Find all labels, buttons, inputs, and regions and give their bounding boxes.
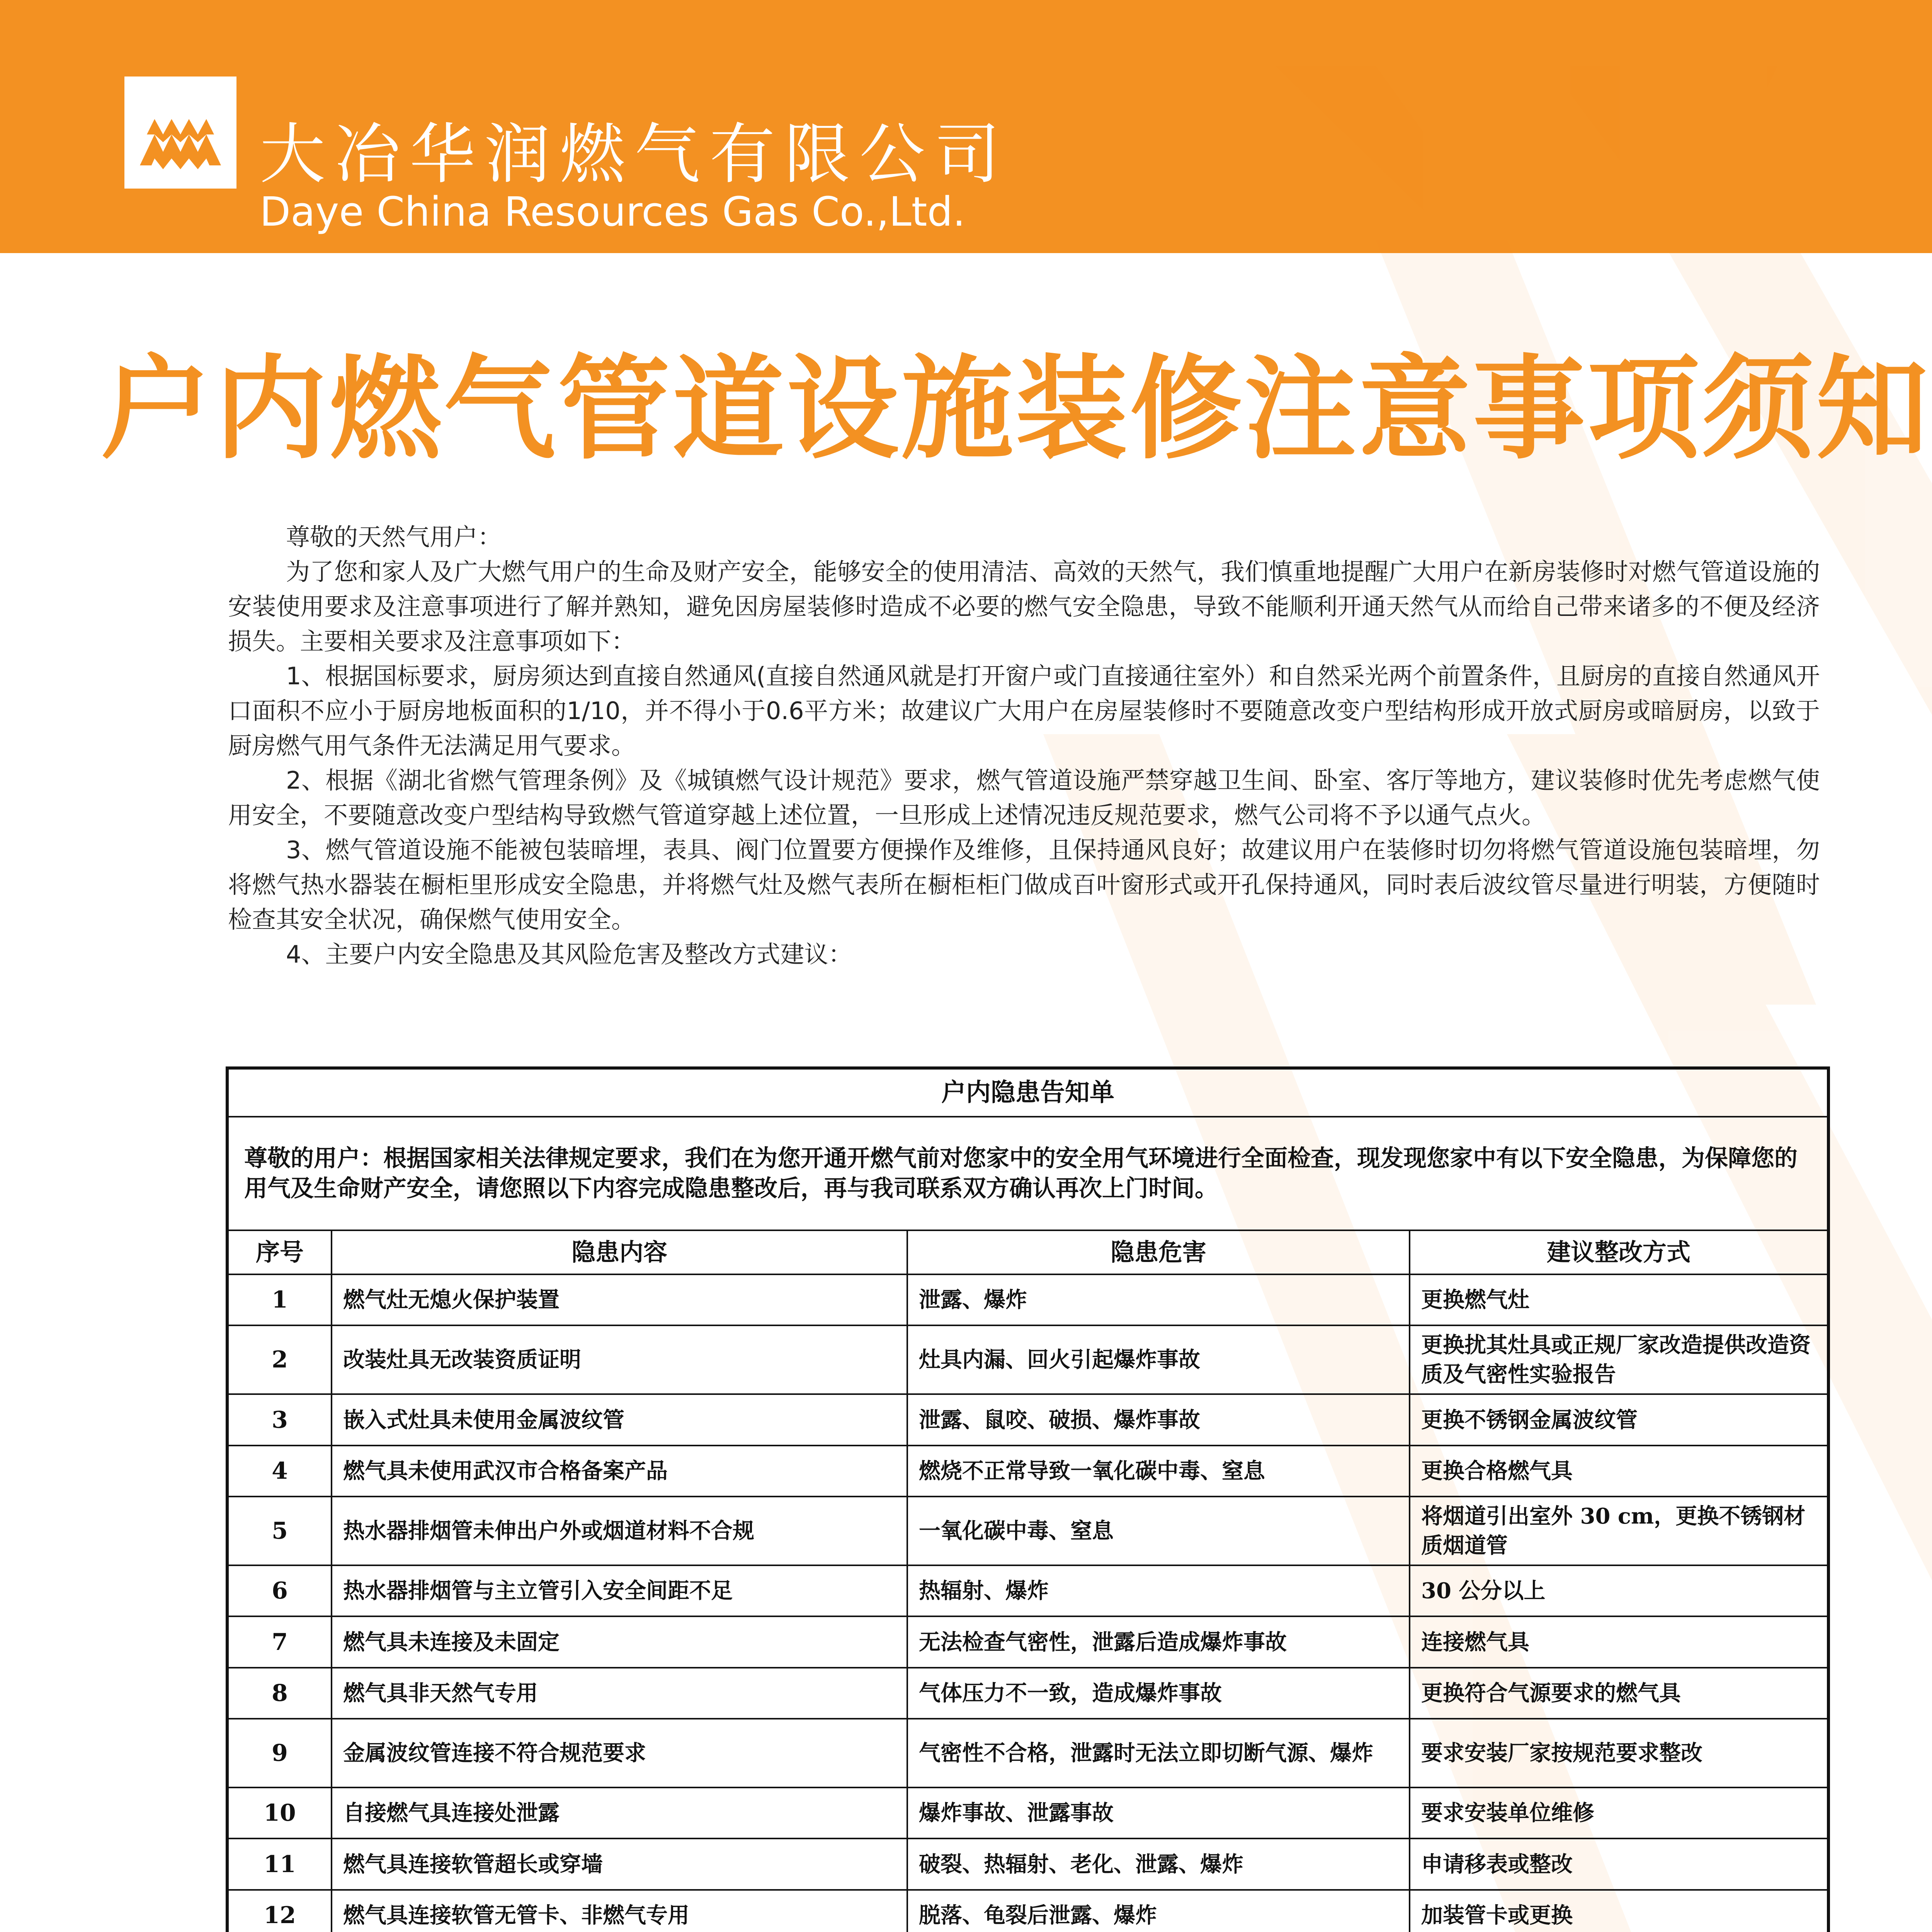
hazard-risk: 气密性不合格，泄露时无法立即切断气源、爆炸 xyxy=(907,1719,1410,1787)
requirement-1: 1、根据国标要求，厨房须达到直接自然通风(直接自然通风就是打开窗户或门直接通往室外）和自然采光两个前置条件，且厨房的直接自然通风开口面积不应小于厨房地板面积的1/10，并不得小于0.6平方米；故建议广大用户在房屋装修时不要随意改变户型结构形成开放式厨房或暗厨房，以致于厨房燃气用气条件无法满足用气要求。 xyxy=(228,662,1820,760)
row-number: 3 xyxy=(227,1394,332,1445)
table-row xyxy=(227,1274,1828,1325)
hazard-fix: 更换合格燃气具 xyxy=(1410,1446,1828,1497)
table-row xyxy=(227,1838,1828,1889)
row-number: 6 xyxy=(227,1565,332,1616)
table-row xyxy=(227,1325,1828,1394)
hazard-content: 燃气灶无熄火保护装置 xyxy=(332,1274,907,1325)
hazard-content: 燃气具未使用武汉市合格备案产品 xyxy=(332,1446,907,1497)
table-row xyxy=(227,1890,1828,1932)
logo-icon xyxy=(124,77,236,189)
company-name-en: Daye China Resources Gas Co.,Ltd. xyxy=(260,188,966,235)
hazard-fix: 连接燃气具 xyxy=(1410,1616,1828,1667)
hazard-content: 热水器排烟管与主立管引入安全间距不足 xyxy=(332,1565,907,1616)
hazard-risk: 燃烧不正常导致一氧化碳中毒、窒息 xyxy=(907,1446,1410,1497)
hazard-risk: 爆炸事故、泄露事故 xyxy=(907,1787,1410,1838)
requirement-4: 4、主要户内安全隐患及其风险危害及整改方式建议： xyxy=(286,940,852,968)
hazard-risk: 泄露、爆炸 xyxy=(907,1274,1410,1325)
hazard-content: 金属波纹管连接不符合规范要求 xyxy=(332,1719,907,1787)
page-title: 户内燃气管道设施装修注意事项须知 xyxy=(100,344,1930,474)
hazard-risk: 泄露、鼠咬、破损、爆炸事故 xyxy=(907,1394,1410,1445)
row-number: 1 xyxy=(227,1274,332,1325)
hazard-risk: 破裂、热辐射、老化、泄露、爆炸 xyxy=(907,1838,1410,1889)
row-number: 5 xyxy=(227,1497,332,1565)
column-header-no: 序号 xyxy=(227,1230,332,1274)
hazard-fix: 加装管卡或更换 xyxy=(1410,1890,1828,1932)
row-number: 12 xyxy=(227,1890,332,1932)
column-header-content: 隐患内容 xyxy=(332,1230,907,1274)
row-number: 2 xyxy=(227,1325,332,1394)
table-row xyxy=(227,1616,1828,1667)
hazard-risk: 脱落、龟裂后泄露、爆炸 xyxy=(907,1890,1410,1932)
hazard-fix: 更换符合气源要求的燃气具 xyxy=(1410,1668,1828,1719)
intro-paragraph: 为了您和家人及广大燃气用户的生命及财产安全，能够安全的使用清洁、高效的天然气，我们慎重地提醒广大用户在新房装修时对燃气管道设施的安装使用要求及注意事项进行了解并熟知，避免因房屋装修时造成不必要的燃气安全隐患，导致不能顺利开通天然气从而给自己带来诸多的不便及经济损失。主要相关要求及注意事项如下： xyxy=(228,558,1820,655)
hazard-fix: 申请移表或整改 xyxy=(1410,1838,1828,1889)
header-band xyxy=(0,0,1932,253)
requirement-3: 3、燃气管道设施不能被包装暗埋，表具、阀门位置要方便操作及维修，且保持通风良好；故建议用户在装修时切勿将燃气管道设施包装暗埋，勿将燃气热水器装在橱柜里形成安全隐患，并将燃气灶及燃气表所在橱柜柜门做成百叶窗形式或开孔保持通风，同时表后波纹管尽量进行明装，方便随时检查其安全状况，确保燃气使用安全。 xyxy=(228,836,1820,934)
row-number: 4 xyxy=(227,1446,332,1497)
table-body xyxy=(227,1274,1828,1932)
hazard-risk: 无法检查气密性，泄露后造成爆炸事故 xyxy=(907,1616,1410,1667)
hazard-fix: 更换不锈钢金属波纹管 xyxy=(1410,1394,1828,1445)
row-number: 11 xyxy=(227,1838,332,1889)
hazard-content: 燃气具未连接及未固定 xyxy=(332,1616,907,1667)
row-number: 7 xyxy=(227,1616,332,1667)
column-header-fix: 建议整改方式 xyxy=(1410,1230,1828,1274)
hazard-fix: 30 公分以上 xyxy=(1410,1565,1828,1616)
hazard-risk: 一氧化碳中毒、窒息 xyxy=(907,1497,1410,1565)
table-header-row xyxy=(227,1230,1828,1274)
hazard-fix: 更换扰其灶具或正规厂家改造提供改造资质及气密性实验报告 xyxy=(1410,1325,1828,1394)
table-row xyxy=(227,1565,1828,1616)
table-row xyxy=(227,1497,1828,1565)
hazard-content: 热水器排烟管未伸出户外或烟道材料不合规 xyxy=(332,1497,907,1565)
hazard-risk: 热辐射、爆炸 xyxy=(907,1565,1410,1616)
hazard-notice-table xyxy=(226,1066,1830,1932)
hazard-content: 燃气具连接软管无管卡、非燃气专用 xyxy=(332,1890,907,1932)
hazard-risk: 灶具内漏、回火引起爆炸事故 xyxy=(907,1325,1410,1394)
hazard-fix: 要求安装厂家按规范要求整改 xyxy=(1410,1719,1828,1787)
table-row xyxy=(227,1787,1828,1838)
table-caption-row xyxy=(227,1068,1828,1117)
hazard-content: 燃气具非天然气专用 xyxy=(332,1668,907,1719)
table-row xyxy=(227,1446,1828,1497)
china-resources-gas-logo-icon xyxy=(124,77,236,189)
hazard-risk: 气体压力不一致，造成爆炸事故 xyxy=(907,1668,1410,1719)
requirement-2: 2、根据《湖北省燃气管理条例》及《城镇燃气设计规范》要求，燃气管道设施严禁穿越卫生间、卧室、客厅等地方，建议装修时优先考虑燃气使用安全，不要随意改变户型结构导致燃气管道穿越上述位置，一旦形成上述情况违反规范要求，燃气公司将不予以通气点火。 xyxy=(228,766,1820,829)
table-description-row xyxy=(227,1117,1828,1230)
hazard-content: 改装灶具无改装资质证明 xyxy=(332,1325,907,1394)
hazard-content: 燃气具连接软管超长或穿墙 xyxy=(332,1838,907,1889)
row-number: 9 xyxy=(227,1719,332,1787)
hazard-fix: 更换燃气灶 xyxy=(1410,1274,1828,1325)
greeting: 尊敬的天然气用户： xyxy=(286,523,502,551)
hazard-fix: 将烟道引出室外 30 cm，更换不锈钢材质烟道管 xyxy=(1410,1497,1828,1565)
hazard-content: 嵌入式灶具未使用金属波纹管 xyxy=(332,1394,907,1445)
row-number: 10 xyxy=(227,1787,332,1838)
intro-text xyxy=(228,520,1820,972)
table-row xyxy=(227,1719,1828,1787)
table-row xyxy=(227,1668,1828,1719)
column-header-hazard: 隐患危害 xyxy=(907,1230,1410,1274)
table-row xyxy=(227,1394,1828,1445)
table-description: 尊敬的用户：根据国家相关法律规定要求，我们在为您开通开燃气前对您家中的安全用气环境进行全面检查，现发现您家中有以下安全隐患，为保障您的用气及生命财产安全，请您照以下内容完成隐患整改后，再与我司联系双方确认再次上门时间。 xyxy=(227,1117,1828,1230)
hazard-content: 自接燃气具连接处泄露 xyxy=(332,1787,907,1838)
table-caption: 户内隐患告知单 xyxy=(227,1068,1828,1117)
row-number: 8 xyxy=(227,1668,332,1719)
company-name-cn: 大冶华润燃气有限公司 xyxy=(260,116,1010,193)
hazard-fix: 要求安装单位维修 xyxy=(1410,1787,1828,1838)
